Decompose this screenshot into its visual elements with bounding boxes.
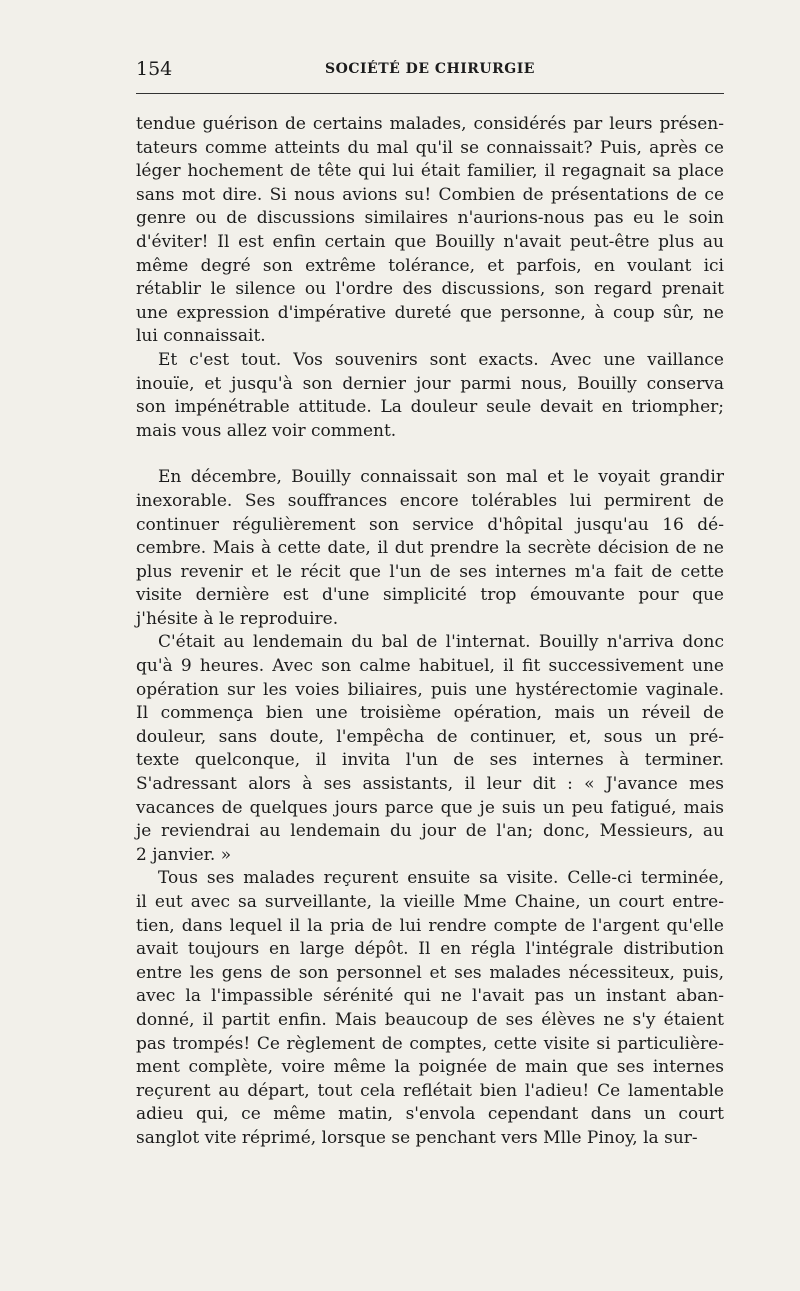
- text-line: tien, dans lequel il la pria de lui rendre compte de l'argent qu'elle: [136, 915, 724, 936]
- body-text: [136, 113, 724, 1151]
- text-line: reçurent au départ, tout cela reflétait bien l'adieu! Ce lamentable: [136, 1080, 724, 1101]
- text-line: ment complète, voire même la poignée de main que ses internes: [136, 1057, 724, 1078]
- text-line: C'était au lendemain du bal de l'internat. Bouilly n'arriva donc: [158, 632, 724, 653]
- text-line: plus revenir et le récit que l'un de ses internes m'a fait de cette: [136, 561, 724, 582]
- text-line: 2 janvier. »: [136, 844, 232, 865]
- text-line: inouïe, et jusqu'à son dernier jour parmi nous, Bouilly conserva: [136, 373, 724, 394]
- text-line: adieu qui, ce même matin, s'envola cependant dans un court: [136, 1104, 724, 1125]
- text-line: opération sur les voies biliaires, puis une hystérectomie vaginale.: [136, 679, 724, 700]
- text-line: avec la l'impassible sérénité qui ne l'avait pas un instant aban-: [136, 986, 724, 1007]
- text-line: d'éviter! Il est enfin certain que Bouilly n'avait peut-être plus au: [136, 231, 724, 252]
- text-line: il eut avec sa surveillante, la vieille Mme Chaine, un court entre-: [136, 892, 724, 912]
- text-line: Et c'est tout. Vos souvenirs sont exacts. Avec une vaillance: [158, 349, 724, 370]
- text-line: donné, il partit enfin. Mais beaucoup de ses élèves ne s'y étaient: [136, 1009, 724, 1030]
- text-line: même degré son extrême tolérance, et parfois, en voulant ici: [136, 255, 724, 276]
- text-line: rétablir le silence ou l'ordre des discussions, son regard prenait: [136, 279, 724, 300]
- text-line: tateurs comme atteints du mal qu'il se connaissait? Puis, après ce: [136, 137, 724, 158]
- text-line: pas trompés! Ce règlement de comptes, cette visite si particulière-: [136, 1033, 724, 1054]
- text-line: vacances de quelques jours parce que je suis un peu fatigué, mais: [136, 797, 724, 818]
- text-line: genre ou de discussions similaires n'aurions-nous pas eu le soin: [136, 208, 724, 229]
- text-line: sanglot vite réprimé, lorsque se penchant vers Mlle Pinoy, la sur-: [136, 1127, 698, 1148]
- text-line: continuer régulièrement son service d'hôpital jusqu'au 16 dé-: [136, 514, 724, 535]
- text-line: S'adressant alors à ses assistants, il leur dit : « J'avance mes: [136, 774, 724, 795]
- paragraph: [136, 349, 724, 443]
- text-line: son impénétrable attitude. La douleur seule devait en triompher;: [136, 397, 724, 418]
- text-line: sans mot dire. Si nous avions su! Combien de présentations de ce: [136, 184, 724, 205]
- text-line: j'hésite à le reproduire.: [136, 608, 339, 629]
- text-line: entre les gens de son personnel et ses malades nécessiteux, puis,: [136, 962, 724, 983]
- text-line: qu'à 9 heures. Avec son calme habituel, il fit successivement une: [136, 656, 724, 677]
- text-line: inexorable. Ses souffrances encore tolérables lui permirent de: [136, 490, 724, 511]
- paragraph: [136, 867, 724, 1150]
- text-line: léger hochement de tête qui lui était familier, il regagnait sa place: [136, 161, 724, 182]
- paragraph: [136, 631, 724, 867]
- header-rule: [136, 93, 724, 94]
- text-line: visite dernière est d'une simplicité trop émouvante pour que: [136, 585, 724, 606]
- running-title: SOCIÉTÉ DE CHIRURGIE: [325, 61, 535, 77]
- text-line: lui connaissait.: [136, 326, 266, 347]
- text-line: En décembre, Bouilly connaissait son mal et le voyait grandir: [158, 467, 724, 488]
- text-line: mais vous allez voir comment.: [136, 420, 397, 441]
- text-line: texte quelconque, il invita l'un de ses internes à terminer.: [136, 750, 724, 771]
- text-line: avait toujours en large dépôt. Il en régla l'intégrale distribution: [136, 939, 724, 960]
- paragraph-gap: [136, 443, 724, 466]
- text-line: tendue guérison de certains malades, considérés par leurs présen-: [136, 114, 724, 134]
- page-number: 154: [136, 58, 173, 80]
- text-line: cembre. Mais à cette date, il dut prendre la secrète décision de ne: [136, 538, 724, 559]
- text-line: une expression d'impérative dureté que personne, à coup sûr, ne: [136, 302, 724, 323]
- text-line: Il commença bien une troisième opération, mais un réveil de: [136, 703, 724, 724]
- text-line: douleur, sans doute, l'empêcha de continuer, et, sous un pré-: [136, 726, 724, 747]
- paragraph: [136, 466, 724, 631]
- page-header: [136, 58, 724, 80]
- text-line: je reviendrai au lendemain du jour de l'an; donc, Messieurs, au: [136, 821, 724, 842]
- paragraph: [136, 113, 724, 349]
- text-line: Tous ses malades reçurent ensuite sa visite. Celle-ci terminée,: [158, 868, 724, 889]
